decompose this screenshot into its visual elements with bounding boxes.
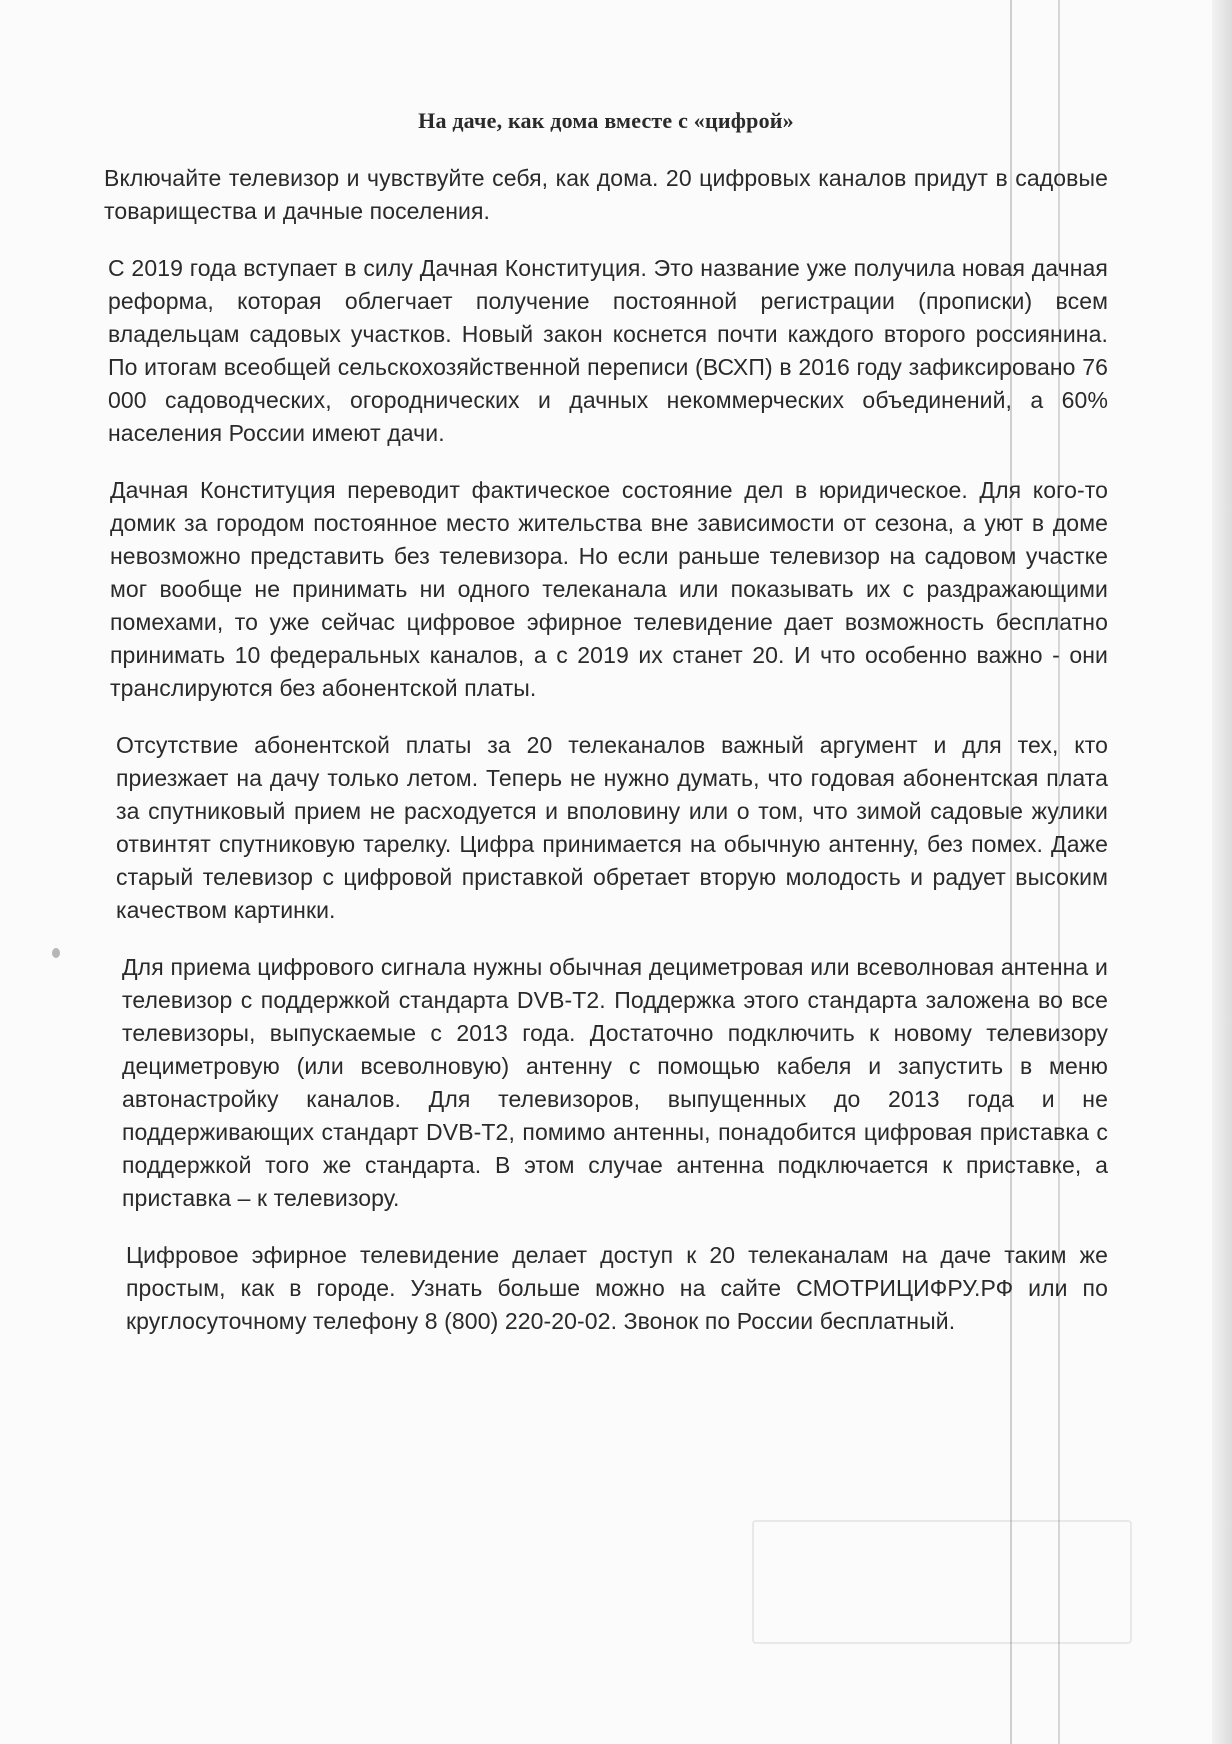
faded-stamp [752,1520,1132,1644]
paragraph-5: Для приема цифрового сигнала нужны обычная дециметровая или всеволновая антенна и телевизор с поддержкой стандарта DVB-T2. Поддержка этого стандарта заложена во все телевизоры, выпускаемые с 2013 года. Достаточно подключить к новому телевизору дециметровую (или всеволновую) антенну с помощью кабеля и запустить в меню автонастройку каналов. Для телевизоров, выпущенных до 2013 года и не поддерживающих стандарт DVB-T2, помимо антенны, понадобится цифровая приставка с поддержкой того же стандарта. В этом случае антенна подключается к приставке, а приставка – к телевизору. [122,954,1108,1211]
paragraph-2: С 2019 года вступает в силу Дачная Конституция. Это название уже получила новая дачная реформа, которая облегчает получение постоянной регистрации (прописки) всем владельцам садовых участков. Новый закон коснется почти каждого второго россиянина. По итогам всеобщей сельскохозяйственной переписи (ВСХП) в 2016 году зафиксировано 76 000 садоводческих, огороднических и дачных некоммерческих объединений, а 60% населения России имеют дачи. [108,255,1108,446]
paragraph-1: Включайте телевизор и чувствуйте себя, как дома. 20 цифровых каналов придут в садовые товарищества и дачные поселения. [104,165,1108,224]
scan-shadow [1212,0,1232,1744]
paragraph-3: Дачная Конституция переводит фактическое состояние дел в юридическое. Для кого-то домик за городом постоянное место жительства вне зависимости от сезона, а уют в доме невозможно представить без телевизора. Но если раньше телевизор на садовом участке мог вообще не принимать ни одного телеканала или показывать их с раздражающими помехами, то уже сейчас цифровое эфирное телевидение дает возможность бесплатно принимать 10 федеральных каналов, а с 2019 их станет 20. И что особенно важно - они транслируются без абонентской платы. [110,477,1108,701]
paragraph-4: Отсутствие абонентской платы за 20 телеканалов важный аргумент и для тех, кто приезжает на дачу только летом. Теперь не нужно думать, что годовая абонентская плата за спутниковый прием не расходуется и вполовину или о том, что зимой садовые жулики отвинтят спутниковую тарелку. Цифра принимается на обычную антенну, без помех. Даже старый телевизор с цифровой приставкой обретает вторую молодость и радует высоким качеством картинки. [116,732,1108,923]
document-title: На даче, как дома вместе с «цифрой» [418,108,794,133]
document-body [104,108,1108,1362]
paragraph-6: Цифровое эфирное телевидение делает доступ к 20 телеканалам на даче таким же простым, как в городе. Узнать больше можно на сайте СМОТРИЦИФРУ.РФ или по круглосуточному телефону 8 (800) 220-20-02. Звонок по России бесплатный. [126,1242,1108,1334]
paper-speck [52,948,60,958]
